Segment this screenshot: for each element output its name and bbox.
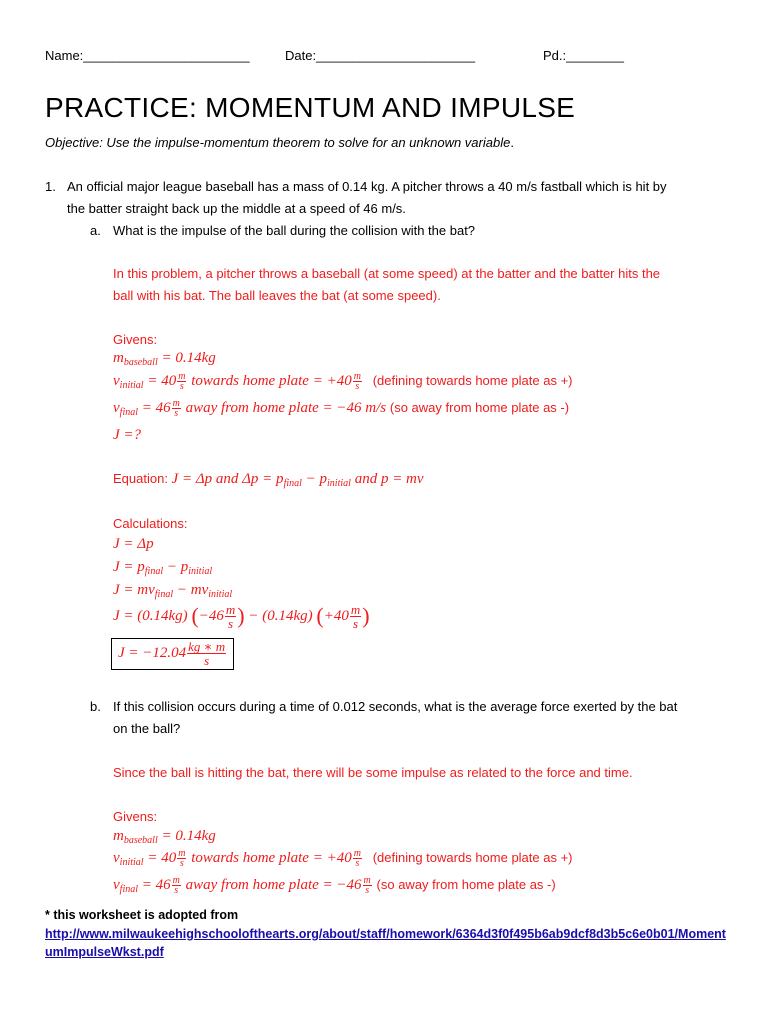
q1a-given-mass: $m_{baseball} = 0.14kg$ (113, 350, 216, 368)
q1a-answer-box: J = −12.04 $\frac{kg ∗ m}{s}$ (111, 638, 234, 670)
q1a-letter: a. (90, 223, 101, 238)
q1a-given-impulse: J =? (113, 427, 142, 443)
name-field: Name:_______________________ (45, 48, 250, 63)
q1a-calc-step1: J = Δp (113, 536, 154, 552)
q1b-question-line1: If this collision occurs during a time of 0.012 seconds, what is the average force exerted by the bat (113, 699, 678, 714)
period-field: Pd.:________ (543, 48, 624, 63)
q1b-given-mass: $m_{baseball} = 0.14kg$ (113, 828, 216, 846)
objective-prefix: Objective: (45, 135, 107, 150)
q1b-note-away: (so away from home plate as -) (376, 876, 556, 892)
q1-number: 1. (45, 179, 56, 194)
q1a-calc-step3: $J = mv_{final} - mv_{initial}$ (113, 582, 233, 600)
q1b-explain: Since the ball is hitting the bat, there will be some impulse as related to the force and time. (113, 765, 633, 780)
objective-period: . (510, 135, 514, 150)
q1a-explain-line1: In this problem, a pitcher throws a baseball (at some speed) at the batter and the batter hits the (113, 266, 661, 281)
q1a-equation: Equation: J = Δp and $\Delta p = p_{final} - p_{initial}$ and p = mv (113, 471, 424, 489)
q1a-given-vinitial: $v_{initial} = 40$ $\frac{m}{s}$ towards home plate = +40 $\frac{m}{s}$ (defining towards home plate as +) (113, 371, 573, 392)
q1a-note-away: (so away from home plate as -) (389, 399, 570, 415)
q1b-givens-label: Givens: (113, 809, 158, 824)
q1a-equation-label: Equation: (113, 471, 172, 486)
q1a-question: What is the impulse of the ball during the collision with the bat? (113, 223, 476, 238)
q1a-givens-label: Givens: (113, 332, 158, 347)
q1a-given-vfinal: $v_{final} = 46$ $\frac{m}{s}$ away from home plate = −46 m/s (so away from home plate as -) (113, 398, 570, 419)
page-title: PRACTICE: MOMENTUM AND IMPULSE (45, 92, 576, 123)
q1-line2: the batter straight back up the middle at a speed of 46 m/s. (67, 201, 406, 216)
q1b-note-toward: (defining towards home plate as +) (372, 849, 573, 865)
q1b-question-line2: on the ball? (113, 721, 181, 736)
footer-note: * this worksheet is adopted from (45, 908, 239, 922)
source-link-line1[interactable]: http://www.milwaukeehighschoolofthearts.org/about/staff/homework/6364d3f0f495b6ab9dcf8d3b5c6e0b01/Moment (45, 927, 726, 941)
q1b-given-vfinal: $v_{final} = 46$ $\frac{m}{s}$ away from home plate = −46 $\frac{m}{s}$ (so away from home plate as -) (113, 875, 556, 896)
q1-line1: An official major league baseball has a mass of 0.14 kg. A pitcher throws a 40 m/s fastball which is hit by (67, 179, 667, 194)
q1a-calculations-label: Calculations: (113, 516, 188, 531)
q1a-note-toward: (defining towards home plate as +) (372, 372, 573, 388)
q1b-given-vinitial: $v_{initial} = 40$ $\frac{m}{s}$ towards home plate = +40 $\frac{m}{s}$ (defining towards home plate as +) (113, 848, 573, 869)
objective (45, 135, 514, 150)
q1a-explain-line2: ball with his bat. The ball leaves the bat (at some speed). (113, 288, 441, 303)
q1a-calc-step2: $J = p_{final} - p_{initial}$ (113, 559, 213, 577)
objective-text: Use the impulse-momentum theorem to solve for an unknown variable (106, 135, 511, 150)
q1b-letter: b. (90, 699, 101, 714)
source-link-line2[interactable]: umImpulseWkst.pdf (45, 945, 164, 959)
date-field: Date:______________________ (285, 48, 476, 63)
q1a-calc-step4: J = (0.14kg) (−46 $\frac{m}{s}$ ) − (0.14kg) (+40 $\frac{m}{s}$ ) (113, 602, 370, 632)
